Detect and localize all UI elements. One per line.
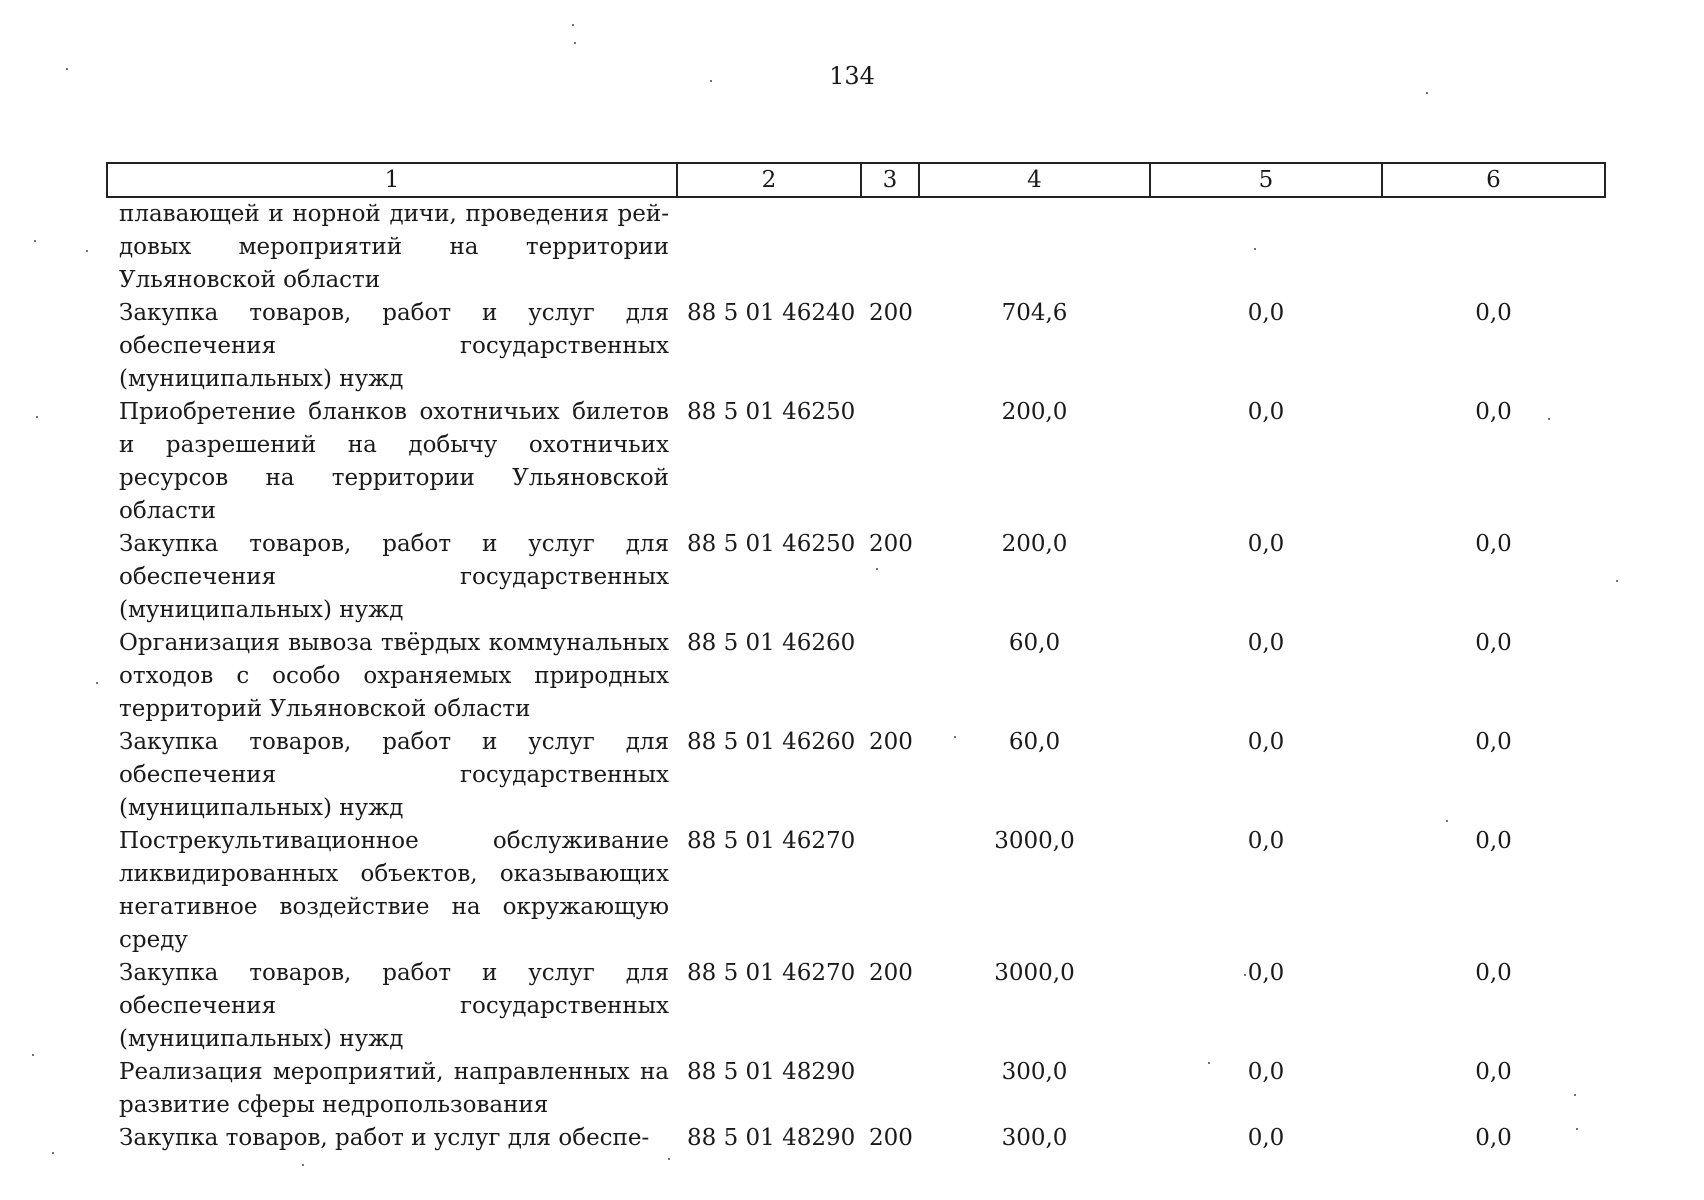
- row-name: Организация вывоза твёрдых коммунальных отходов с особо охраняемых природных территорий Ульяновской области: [119, 630, 669, 722]
- scan-speck: [302, 1164, 304, 1166]
- row-expense-type: 200: [869, 300, 913, 326]
- scan-speck: [876, 568, 878, 570]
- scan-speck: [34, 240, 36, 242]
- row-expense-type: 200: [869, 729, 913, 755]
- scan-speck: [668, 1158, 670, 1160]
- row-code: 88 5 01 46270: [687, 828, 856, 854]
- budget-table-container: [106, 162, 1604, 1155]
- header-col-4: 4: [919, 163, 1150, 197]
- row-value-col5: 0,0: [1247, 399, 1285, 425]
- row-name: плавающей и норной дичи, проведения рей-довых мероприятий на территории Ульяновской области: [119, 201, 669, 293]
- row-value-col4: 704,6: [1001, 300, 1068, 326]
- table-row: [107, 396, 1605, 528]
- row-value-col4: 300,0: [1001, 1125, 1068, 1151]
- row-value-col4: 3000,0: [994, 828, 1075, 854]
- row-name: Закупка товаров, работ и услуг для обеспечения государственных (муниципальных) нужд: [119, 531, 669, 623]
- row-code: 88 5 01 46260: [687, 729, 856, 755]
- scan-speck: [86, 250, 88, 252]
- scan-speck: [1616, 580, 1618, 582]
- row-code: 88 5 01 46270: [687, 960, 856, 986]
- row-value-col4: [919, 197, 1150, 297]
- row-expense-type: [861, 1056, 919, 1122]
- row-name: Закупка товаров, работ и услуг для обеспе-: [119, 1125, 650, 1151]
- scan-speck: [954, 736, 956, 738]
- row-value-col4: 200,0: [1001, 531, 1068, 557]
- budget-table: [106, 162, 1606, 1155]
- row-value-col6: 0,0: [1475, 630, 1512, 656]
- scan-speck: [1244, 974, 1246, 976]
- scan-speck: [710, 80, 712, 82]
- scan-speck: [96, 682, 98, 684]
- row-expense-type: 200: [869, 960, 913, 986]
- scan-speck: [36, 416, 38, 418]
- row-name: Закупка товаров, работ и услуг для обеспечения государственных (муниципальных) нужд: [119, 960, 669, 1052]
- scan-speck: [1254, 248, 1256, 250]
- scan-speck: [574, 42, 576, 44]
- table-row: [107, 528, 1605, 627]
- scan-speck: [1548, 418, 1550, 420]
- row-value-col4: 200,0: [1001, 399, 1068, 425]
- row-value-col5: 0,0: [1247, 729, 1285, 755]
- row-value-col5: 0,0: [1247, 630, 1285, 656]
- row-value-col5: 0,0: [1247, 828, 1285, 854]
- row-value-col5: 0,0: [1247, 300, 1285, 326]
- row-value-col6: 0,0: [1475, 729, 1512, 755]
- table-row: [107, 825, 1605, 957]
- table-row: [107, 627, 1605, 726]
- scan-speck: [52, 1152, 54, 1154]
- row-value-col5: 0,0: [1247, 531, 1285, 557]
- row-value-col4: 60,0: [1008, 729, 1061, 755]
- table-row: [107, 1056, 1605, 1122]
- scan-speck: [32, 1054, 34, 1056]
- row-code: 88 5 01 46240: [687, 300, 856, 326]
- table-row: [107, 1122, 1605, 1155]
- row-value-col6: 0,0: [1475, 828, 1512, 854]
- row-name: Реализация мероприятий, направленных на развитие сферы недропользования: [119, 1059, 669, 1118]
- row-value-col6: [1382, 197, 1605, 297]
- row-value-col6: 0,0: [1475, 960, 1512, 986]
- row-value-col6: 0,0: [1475, 1059, 1512, 1085]
- header-col-2: 2: [677, 163, 861, 197]
- table-row: [107, 197, 1605, 297]
- row-expense-type: [861, 396, 919, 528]
- row-value-col6: 0,0: [1475, 531, 1512, 557]
- scan-speck: [66, 68, 68, 70]
- row-expense-type: 200: [869, 531, 913, 557]
- row-code: 88 5 01 46260: [687, 630, 856, 656]
- row-code: 88 5 01 48290: [687, 1059, 856, 1085]
- header-col-6: 6: [1382, 163, 1605, 197]
- page-number: 134: [829, 62, 875, 90]
- row-value-col5: [1150, 197, 1382, 297]
- scan-speck: [572, 24, 574, 26]
- scan-speck: [1574, 1094, 1576, 1096]
- row-value-col5: 0,0: [1247, 1125, 1285, 1151]
- scan-speck: [1446, 820, 1448, 822]
- row-value-col5: 0,0: [1247, 960, 1285, 986]
- row-value-col6: 0,0: [1475, 300, 1512, 326]
- row-expense-type: [861, 627, 919, 726]
- row-code: 88 5 01 46250: [687, 531, 856, 557]
- row-value-col4: 60,0: [1008, 630, 1061, 656]
- row-expense-type: [861, 825, 919, 957]
- row-name: Пострекультивационное обслуживание ликвидированных объектов, оказывающих негативное воздействие на окружающую среду: [119, 828, 669, 953]
- row-expense-type: 200: [869, 1125, 913, 1151]
- row-name: Закупка товаров, работ и услуг для обеспечения государственных (муниципальных) нужд: [119, 300, 669, 392]
- header-col-3: 3: [861, 163, 919, 197]
- row-value-col6: 0,0: [1475, 1125, 1512, 1151]
- row-value-col5: 0,0: [1247, 1059, 1285, 1085]
- table-row: [107, 297, 1605, 396]
- row-code: 88 5 01 46250: [687, 399, 856, 425]
- table-body: [107, 197, 1605, 1155]
- row-name: Закупка товаров, работ и услуг для обеспечения государственных (муниципальных) нужд: [119, 729, 669, 821]
- row-name: Приобретение бланков охотничьих билетов и разрешений на добычу охотничьих ресурсов на территории Ульяновской области: [119, 399, 669, 524]
- row-value-col4: 300,0: [1001, 1059, 1068, 1085]
- header-row: [107, 163, 1605, 197]
- row-value-col6: 0,0: [1475, 399, 1512, 425]
- row-value-col4: 3000,0: [994, 960, 1075, 986]
- scan-speck: [1208, 1062, 1210, 1064]
- table-row: [107, 726, 1605, 825]
- table-row: [107, 957, 1605, 1056]
- scan-speck: [1426, 92, 1428, 94]
- row-code: 88 5 01 48290: [687, 1125, 856, 1151]
- row-code: [677, 197, 861, 297]
- header-col-5: 5: [1150, 163, 1382, 197]
- header-col-1: 1: [107, 163, 677, 197]
- scan-speck: [1576, 1128, 1578, 1130]
- row-expense-type: [861, 197, 919, 297]
